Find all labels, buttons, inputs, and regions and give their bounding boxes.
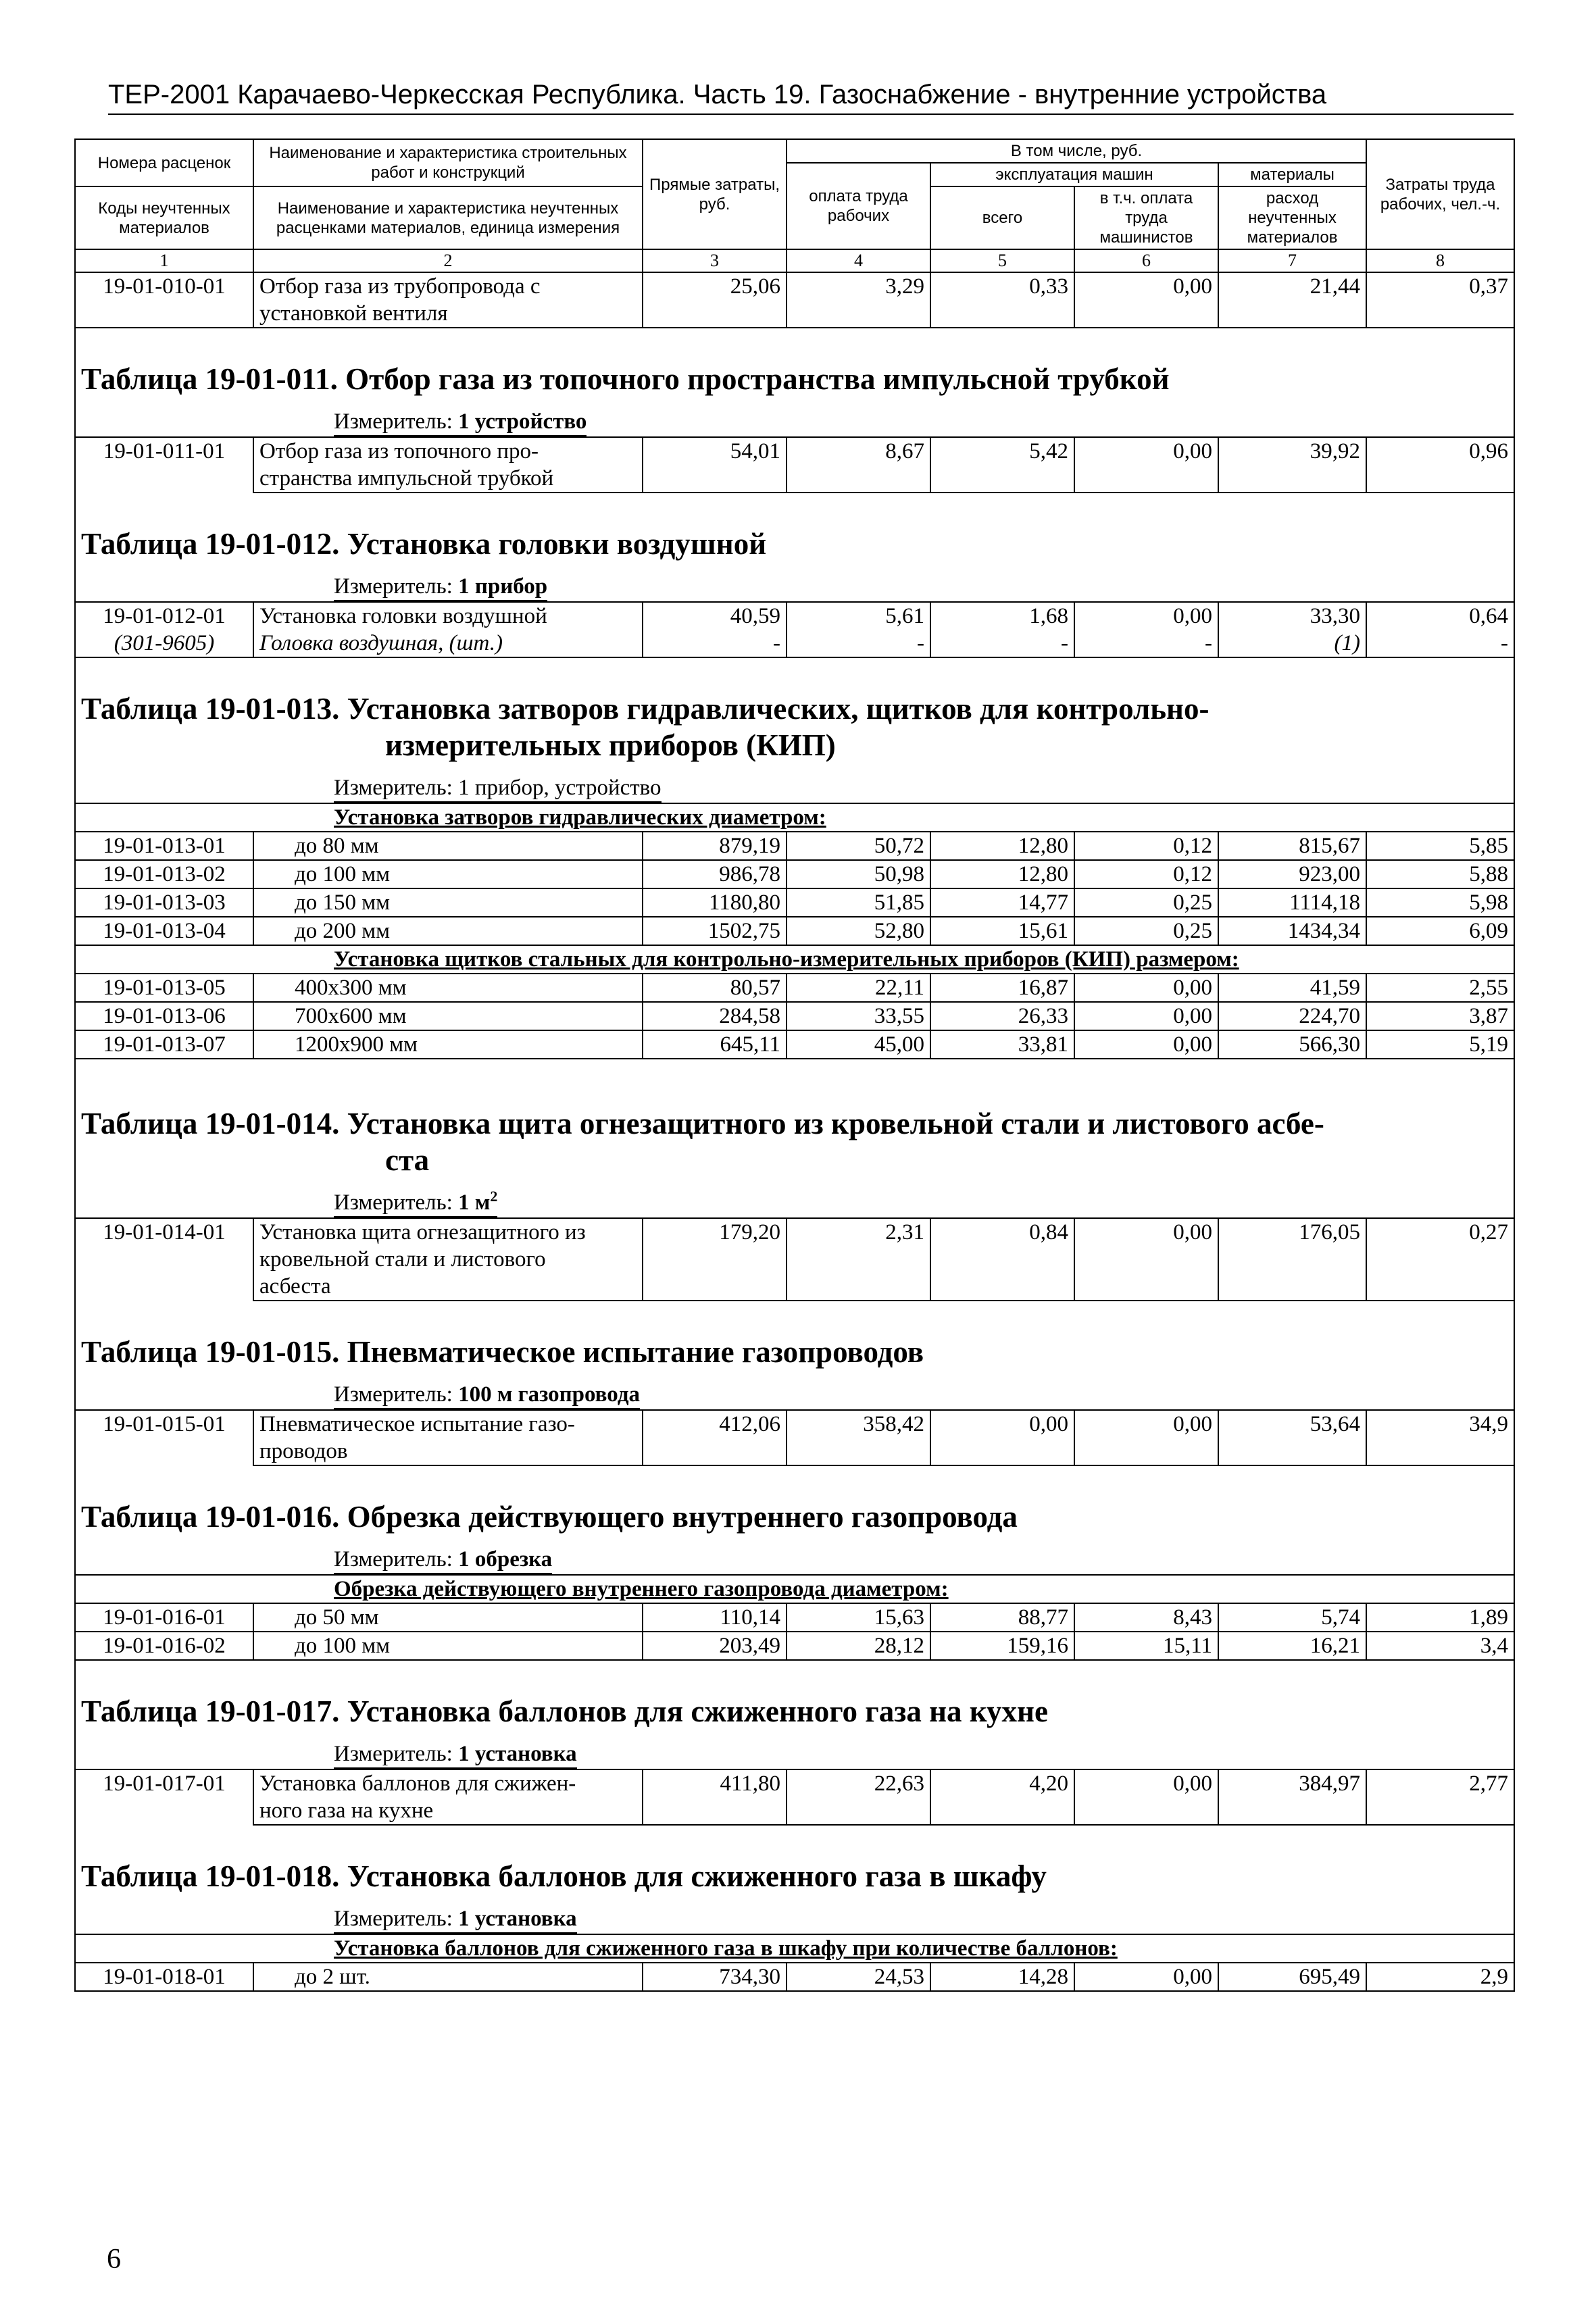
value-cell: 284,58	[643, 1002, 787, 1030]
value-cell: 2,9	[1366, 1963, 1514, 1991]
value-cell: 159,16	[930, 1632, 1074, 1660]
value-cell: 3,4	[1366, 1632, 1514, 1660]
value-cell: 12,80	[930, 860, 1074, 888]
rate-code: 19-01-016-02	[75, 1632, 253, 1660]
rate-code: 19-01-017-01	[75, 1769, 253, 1825]
rate-name: 400х300 мм	[253, 974, 643, 1002]
rate-name: Установка щита огнезащитного из	[253, 1218, 643, 1246]
value-cell: 179,20	[643, 1218, 787, 1301]
value-cell: 88,77	[930, 1603, 1074, 1632]
measure-017: Измеритель: 1 установка	[75, 1732, 1514, 1769]
value-cell: 1114,18	[1218, 888, 1366, 917]
spacer	[75, 1660, 1514, 1688]
spacer	[75, 1301, 1514, 1328]
rate-name: Отбор газа из топочного про-	[253, 437, 643, 465]
col-labor-hours-header: Затраты труда рабочих, чел.-ч.	[1366, 139, 1514, 249]
value-cell: 1180,80	[643, 888, 787, 917]
value-cell: 45,00	[787, 1030, 930, 1059]
value-cell: 176,05	[1218, 1218, 1366, 1301]
value-cell: 2,55	[1366, 974, 1514, 1002]
value-cell: 0,84	[930, 1218, 1074, 1301]
rate-code: 19-01-013-02	[75, 860, 253, 888]
col-machines-total-header: всего	[930, 186, 1074, 249]
table-title-018: Таблица 19-01-018. Установка баллонов для сжиженного газа в шкафу	[75, 1853, 1514, 1897]
value-cell: 645,11	[643, 1030, 787, 1059]
subsection-018: Установка баллонов для сжиженного газа в шкафу при количестве баллонов:	[75, 1934, 1514, 1963]
spacer	[75, 657, 1514, 685]
value-cell: 411,80	[643, 1769, 787, 1825]
value-cell: 0,00	[1074, 1218, 1218, 1301]
value-cell: -	[1366, 630, 1514, 657]
rate-name: 700х600 мм	[253, 1002, 643, 1030]
value-cell: 0,64	[1366, 602, 1514, 630]
value-cell: 16,21	[1218, 1632, 1366, 1660]
rate-code: 19-01-010-01	[75, 272, 253, 328]
value-cell: 3,29	[787, 272, 930, 328]
col-material-codes-header: Коды неучтенных материалов	[75, 186, 253, 249]
rate-code: 19-01-013-05	[75, 974, 253, 1002]
col-direct-cost-header: Прямые затраты, руб.	[643, 139, 787, 249]
value-cell: 815,67	[1218, 832, 1366, 860]
value-cell: 1502,75	[643, 917, 787, 945]
value-cell: 0,12	[1074, 860, 1218, 888]
subsection-016: Обрезка действующего внутреннего газопровода диаметром:	[75, 1575, 1514, 1603]
rate-code: 19-01-013-03	[75, 888, 253, 917]
table-row	[75, 888, 1514, 917]
value-cell: 0,00	[1074, 437, 1218, 493]
value-cell: -	[643, 630, 787, 657]
value-cell: 0,25	[1074, 917, 1218, 945]
value-cell: 24,53	[787, 1963, 930, 1991]
value-cell: 0,00	[1074, 1002, 1218, 1030]
table-row	[75, 917, 1514, 945]
rate-name: до 100 мм	[253, 1632, 643, 1660]
colnum: 8	[1366, 249, 1514, 272]
material-name: Головка воздушная, (шт.)	[253, 630, 643, 657]
value-cell: 734,30	[643, 1963, 787, 1991]
value-cell: 5,42	[930, 437, 1074, 493]
rate-name: кровельной стали и листового	[253, 1246, 643, 1273]
table-row	[75, 437, 1514, 465]
spacer	[75, 1059, 1514, 1100]
value-cell: (1)	[1218, 630, 1366, 657]
column-numbers-row	[75, 249, 1514, 272]
rate-name: ного газа на кухне	[253, 1797, 643, 1825]
measure-016: Измеритель: 1 обрезка	[75, 1538, 1514, 1575]
value-cell: 15,61	[930, 917, 1074, 945]
header-row-1	[75, 139, 1514, 163]
measure-018: Измеритель: 1 установка	[75, 1897, 1514, 1934]
value-cell: 0,00	[1074, 1030, 1218, 1059]
measure-014: Измеритель: 1 $м^2$	[75, 1181, 1514, 1218]
colnum: 4	[787, 249, 930, 272]
value-cell: 0,27	[1366, 1218, 1514, 1301]
value-cell: 51,85	[787, 888, 930, 917]
table-row	[75, 1963, 1514, 1991]
value-cell: 3,87	[1366, 1002, 1514, 1030]
value-cell: 22,11	[787, 974, 930, 1002]
value-cell: 5,19	[1366, 1030, 1514, 1059]
rate-code: 19-01-018-01	[75, 1963, 253, 1991]
value-cell: 33,30	[1218, 602, 1366, 630]
col-including-header: В том числе, руб.	[787, 139, 1366, 163]
col-wages-header: оплата труда рабочих	[787, 163, 930, 249]
rate-code: 19-01-013-01	[75, 832, 253, 860]
value-cell: 80,57	[643, 974, 787, 1002]
rate-name: до 2 шт.	[253, 1963, 643, 1991]
value-cell: 224,70	[1218, 1002, 1366, 1030]
measure-013: Измеритель: 1 прибор, устройство	[75, 766, 1514, 803]
value-cell: 33,81	[930, 1030, 1074, 1059]
value-cell: 15,63	[787, 1603, 930, 1632]
price-table	[74, 139, 1515, 1992]
rate-code: 19-01-013-04	[75, 917, 253, 945]
value-cell: 40,59	[643, 602, 787, 630]
value-cell: 695,49	[1218, 1963, 1366, 1991]
value-cell: 16,87	[930, 974, 1074, 1002]
value-cell: -	[930, 630, 1074, 657]
value-cell: 14,77	[930, 888, 1074, 917]
subsection-013-2: Установка щитков стальных для контрольно-измерительных приборов (КИП) размером:	[75, 945, 1514, 974]
value-cell: 0,96	[1366, 437, 1514, 493]
measure-011: Измеритель: 1 устройство	[75, 400, 1514, 437]
value-cell: 0,00	[1074, 1963, 1218, 1991]
value-cell: 5,74	[1218, 1603, 1366, 1632]
value-cell: 53,64	[1218, 1410, 1366, 1465]
table-title-016: Таблица 19-01-016. Обрезка действующего внутреннего газопровода	[75, 1493, 1514, 1538]
material-row	[75, 630, 1514, 657]
spacer	[75, 1465, 1514, 1493]
rate-name: 1200х900 мм	[253, 1030, 643, 1059]
table-row	[75, 1632, 1514, 1660]
table-title-017: Таблица 19-01-017. Установка баллонов для сжиженного газа на кухне	[75, 1688, 1514, 1732]
value-cell: 8,67	[787, 437, 930, 493]
value-cell: 5,88	[1366, 860, 1514, 888]
value-cell: 1434,34	[1218, 917, 1366, 945]
rate-code: 19-01-013-06	[75, 1002, 253, 1030]
running-header: ТЕР-2001 Карачаево-Черкесская Республика. Часть 19. Газоснабжение - внутренние устройства	[108, 78, 1514, 115]
colnum: 7	[1218, 249, 1366, 272]
colnum: 5	[930, 249, 1074, 272]
col-material-names-header: Наименование и характеристика неучтенных расценками материалов, единица измерения	[253, 186, 643, 249]
value-cell: 5,61	[787, 602, 930, 630]
value-cell: 41,59	[1218, 974, 1366, 1002]
value-cell: 566,30	[1218, 1030, 1366, 1059]
value-cell: 358,42	[787, 1410, 930, 1465]
value-cell: 0,33	[930, 272, 1074, 328]
table-title-011: Таблица 19-01-011. Отбор газа из топочного пространства импульсной трубкой	[75, 355, 1514, 400]
value-cell: 0,37	[1366, 272, 1514, 328]
value-cell: 0,00	[1074, 602, 1218, 630]
rate-name: странства импульсной трубкой	[253, 465, 643, 493]
col-materials-usage-header: расход неучтенных материалов	[1218, 186, 1366, 249]
value-cell: 8,43	[1074, 1603, 1218, 1632]
value-cell: 21,44	[1218, 272, 1366, 328]
subsection-013-1: Установка затворов гидравлических диаметром:	[75, 803, 1514, 832]
value-cell: -	[787, 630, 930, 657]
spacer	[75, 493, 1514, 520]
value-cell: -	[1074, 630, 1218, 657]
measure-015: Измеритель: 100 м газопровода	[75, 1373, 1514, 1410]
table-row	[75, 1769, 1514, 1797]
table-row	[75, 1030, 1514, 1059]
rate-name: Установка головки воздушной	[253, 602, 643, 630]
table-row	[75, 1002, 1514, 1030]
rate-name: Пневматическое испытание газо-	[253, 1410, 643, 1438]
spacer	[75, 1825, 1514, 1853]
value-cell: 26,33	[930, 1002, 1074, 1030]
rate-code: 19-01-016-01	[75, 1603, 253, 1632]
value-cell: 14,28	[930, 1963, 1074, 1991]
value-cell: 0,12	[1074, 832, 1218, 860]
value-cell: 0,00	[930, 1410, 1074, 1465]
rate-code: 19-01-014-01	[75, 1218, 253, 1301]
value-cell: 203,49	[643, 1632, 787, 1660]
table-title-012: Таблица 19-01-012. Установка головки воздушной	[75, 520, 1514, 565]
rate-name: Установка баллонов для сжижен-	[253, 1769, 643, 1797]
rate-code: 19-01-012-01	[75, 602, 253, 630]
colnum: 3	[643, 249, 787, 272]
value-cell: 986,78	[643, 860, 787, 888]
colnum: 1	[75, 249, 253, 272]
rate-name: до 200 мм	[253, 917, 643, 945]
value-cell: 34,9	[1366, 1410, 1514, 1465]
value-cell: 5,98	[1366, 888, 1514, 917]
value-cell: 54,01	[643, 437, 787, 493]
value-cell: 923,00	[1218, 860, 1366, 888]
value-cell: 384,97	[1218, 1769, 1366, 1825]
rate-name: до 100 мм	[253, 860, 643, 888]
value-cell: 0,00	[1074, 1769, 1218, 1825]
value-cell: 110,14	[643, 1603, 787, 1632]
value-cell: 28,12	[787, 1632, 930, 1660]
colnum: 6	[1074, 249, 1218, 272]
table-title-014: Таблица 19-01-014. Установка щита огнезащитного из кровельной стали и листового асбе- ста	[75, 1100, 1514, 1181]
rate-name: до 50 мм	[253, 1603, 643, 1632]
rate-code: 19-01-013-07	[75, 1030, 253, 1059]
value-cell: 0,00	[1074, 272, 1218, 328]
value-cell: 879,19	[643, 832, 787, 860]
rate-code: 19-01-011-01	[75, 437, 253, 493]
value-cell: 0,00	[1074, 1410, 1218, 1465]
rate-name: установкой вентиля	[253, 300, 643, 328]
value-cell: 0,00	[1074, 974, 1218, 1002]
value-cell: 6,09	[1366, 917, 1514, 945]
spacer	[75, 328, 1514, 355]
col-name-header: Наименование и характеристика строительных работ и конструкций	[253, 139, 643, 186]
table-row	[75, 1410, 1514, 1438]
value-cell: 25,06	[643, 272, 787, 328]
value-cell: 1,68	[930, 602, 1074, 630]
table-row	[75, 1218, 1514, 1246]
table-row	[75, 602, 1514, 630]
table-row	[75, 974, 1514, 1002]
table-row	[75, 1603, 1514, 1632]
page-number: 6	[107, 2244, 121, 2275]
col-code-header: Номера расценок	[75, 139, 253, 186]
value-cell: 12,80	[930, 832, 1074, 860]
table-row	[75, 860, 1514, 888]
col-materials-header: материалы	[1218, 163, 1366, 186]
rate-name: Отбор газа из трубопровода с	[253, 272, 643, 300]
rate-name: до 150 мм	[253, 888, 643, 917]
value-cell: 39,92	[1218, 437, 1366, 493]
table-row	[75, 832, 1514, 860]
value-cell: 33,55	[787, 1002, 930, 1030]
table-title-015: Таблица 19-01-015. Пневматическое испытание газопроводов	[75, 1328, 1514, 1373]
value-cell: 4,20	[930, 1769, 1074, 1825]
rate-name: до 80 мм	[253, 832, 643, 860]
value-cell: 2,31	[787, 1218, 930, 1301]
table-title-013: Таблица 19-01-013. Установка затворов гидравлических, щитков для контрольно- измерительных приборов (КИП)	[75, 685, 1514, 766]
value-cell: 5,85	[1366, 832, 1514, 860]
material-code: (301-9605)	[75, 630, 253, 657]
value-cell: 412,06	[643, 1410, 787, 1465]
colnum: 2	[253, 249, 643, 272]
value-cell: 1,89	[1366, 1603, 1514, 1632]
value-cell: 0,25	[1074, 888, 1218, 917]
value-cell: 52,80	[787, 917, 930, 945]
rate-name: асбеста	[253, 1273, 643, 1301]
col-machines-header: эксплуатация машин	[930, 163, 1218, 186]
value-cell: 50,72	[787, 832, 930, 860]
col-operator-wages-header: в т.ч. оплата труда машинистов	[1074, 186, 1218, 249]
value-cell: 22,63	[787, 1769, 930, 1825]
table-row	[75, 272, 1514, 300]
value-cell: 50,98	[787, 860, 930, 888]
measure-012: Измеритель: 1 прибор	[75, 565, 1514, 602]
value-cell: 2,77	[1366, 1769, 1514, 1825]
value-cell: 15,11	[1074, 1632, 1218, 1660]
rate-code: 19-01-015-01	[75, 1410, 253, 1465]
rate-name: проводов	[253, 1438, 643, 1465]
